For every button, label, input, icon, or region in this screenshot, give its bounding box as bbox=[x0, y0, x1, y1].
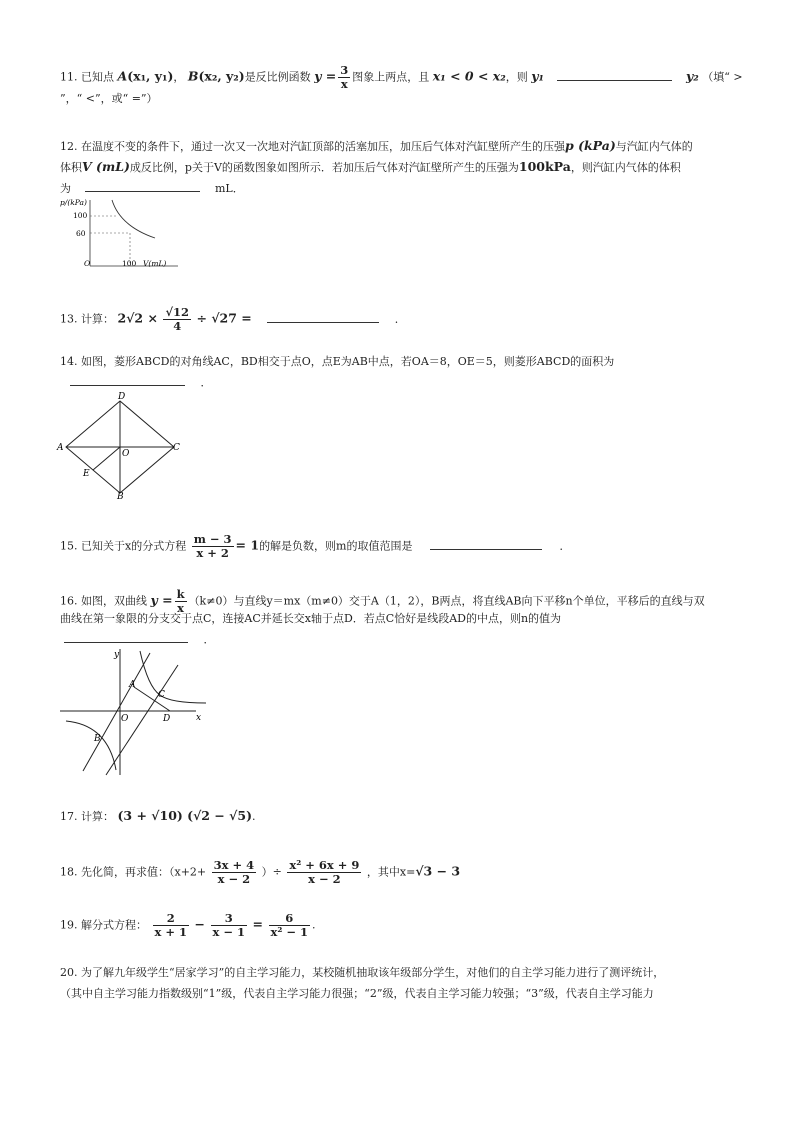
y-axis-label: p/(kPa) bbox=[60, 198, 87, 207]
origin-label: O bbox=[84, 259, 91, 268]
label-e: E bbox=[83, 469, 90, 479]
answer-blank[interactable] bbox=[64, 632, 188, 643]
question-19: 19. 解分式方程： $\frac{2}{x + 1}$ − $\frac{3}{x - 1}$ = $\frac{6}{\text{x² − 1}}$ . bbox=[60, 911, 316, 939]
label-d: D bbox=[163, 714, 171, 724]
question-16: 16. 如图，双曲线 y = $\frac{k}{x}$ （k≠0）与直线y＝mx（m≠0）交于A（1，2），B两点，将直线AB向下平移n个单位，平移后的直线与双 bbox=[60, 587, 705, 615]
fraction: $\frac{3}{x - 1}$ bbox=[212, 911, 246, 939]
fraction: $\frac{√12}{4}$ bbox=[165, 305, 189, 333]
question-11-line2: ”，“ <”，或“ =”） bbox=[60, 92, 158, 105]
question-20-line2: （其中自主学习能力指数级别“1”级，代表自主学习能力很强；“2”级，代表自主学习能力较强；“3”级，代表自主学习能力 bbox=[60, 987, 654, 1000]
fraction: $\frac{m - 3}{x + 2}$ bbox=[193, 532, 232, 560]
question-number: 15. bbox=[60, 539, 78, 553]
label-c: C bbox=[173, 443, 180, 453]
question-number: 13. bbox=[60, 312, 78, 326]
pressure-volume-graph bbox=[60, 196, 190, 272]
question-number: 11. bbox=[60, 70, 78, 84]
question-11: 11. 已知点 A(x₁, y₁)， B(x₂, y₂)是反比例函数 y = $\frac{3}{x}$ 图象上两点，且 x₁ < 0 < x₂，则 y₁ y₂ （填“ > bbox=[60, 63, 743, 91]
answer-blank[interactable] bbox=[85, 181, 200, 192]
answer-blank[interactable] bbox=[70, 375, 185, 386]
tick-label: 60 bbox=[76, 229, 86, 238]
answer-blank[interactable] bbox=[267, 312, 379, 323]
fraction: $\frac{3}{x}$ bbox=[340, 63, 349, 91]
question-number: 19. bbox=[60, 918, 78, 932]
rhombus-diagram bbox=[56, 389, 186, 501]
question-number: 18. bbox=[60, 865, 78, 879]
fraction: $\frac{6}{\text{x² − 1}}$ bbox=[270, 911, 309, 939]
curve bbox=[112, 200, 155, 238]
line-ab bbox=[83, 653, 150, 771]
question-16-line2: 曲线在第一象限的分支交于点C，连接AC并延长交x轴于点D．若点C恰好是线段AD的中点，则n的值为 bbox=[60, 612, 562, 625]
label-o: O bbox=[121, 714, 129, 724]
question-14: 14. 如图，菱形ABCD的对角线AC，BD相交于点O，点E为AB中点，若OA＝8，OE＝5，则菱形ABCD的面积为 bbox=[60, 355, 615, 368]
label-x: x bbox=[196, 713, 202, 723]
question-number: 17. bbox=[60, 810, 78, 823]
question-number: 14. bbox=[60, 355, 78, 368]
question-20: 20. 为了解九年级学生“居家学习”的自主学习能力，某校随机抽取该年级部分学生，对他们的自主学习能力进行了测评统计， bbox=[60, 966, 665, 979]
fraction: $\frac{k}{x}$ bbox=[176, 587, 185, 615]
x-axis-label: V(mL) bbox=[143, 259, 167, 268]
question-12: 12. 在温度不变的条件下，通过一次又一次地对汽缸顶部的活塞加压，加压后气体对汽缸壁所产生的压强p (kPa)与汽缸内气体的 bbox=[60, 138, 693, 153]
question-15: 15. 已知关于x的分式方程 $\frac{m - 3}{x + 2}$ = 1的解是负数，则m的取值范围是 ． bbox=[60, 532, 571, 560]
hyperbola-diagram bbox=[58, 645, 208, 780]
question-18: 18. 先化简，再求值：（x+2+ $\frac{3x + 4}{x - 2}$ ）÷ $\frac{\text{x² + 6x + 9}}{x - 2}$ ，其中x=√3 − 3 bbox=[60, 858, 461, 886]
segment-oe bbox=[93, 447, 120, 470]
question-12-line2: 体积V (mL)成反比例，p关于V的函数图象如图所示．若加压后气体对汽缸壁所产生的压强为100kPa，则汽缸内气体的体积 bbox=[60, 159, 681, 174]
label-a: A bbox=[129, 680, 136, 690]
question-17: 17. 计算： (3 + √10) (√2 − √5). bbox=[60, 808, 256, 823]
fraction: $\frac{2}{x + 1}$ bbox=[154, 911, 188, 939]
fraction: $\frac{3x + 4}{x - 2}$ bbox=[213, 858, 255, 886]
question-number: 20. bbox=[60, 966, 78, 979]
fraction: $\frac{\text{x² + 6x + 9}}{x - 2}$ bbox=[289, 858, 360, 886]
question-16-line3: ． bbox=[60, 632, 215, 648]
question-number: 12. bbox=[60, 140, 78, 153]
answer-blank[interactable] bbox=[430, 539, 542, 550]
answer-blank[interactable] bbox=[557, 70, 672, 81]
label-b: B bbox=[117, 492, 124, 501]
label-c: C bbox=[158, 690, 165, 700]
question-14-line2: ． bbox=[60, 375, 212, 391]
tick-label: 100 bbox=[122, 259, 137, 268]
label-y: y bbox=[114, 650, 120, 660]
label-a: A bbox=[57, 443, 64, 453]
hyperbola-q1 bbox=[140, 651, 206, 703]
tick-label: 100 bbox=[73, 211, 88, 220]
question-number: 16. bbox=[60, 594, 78, 608]
hyperbola-q3 bbox=[66, 721, 116, 770]
question-13: 13. 计算： 2√2 × $\frac{√12}{4}$ ÷ √27 = ． bbox=[60, 305, 406, 333]
question-12-line3: 为 mL． bbox=[60, 182, 244, 195]
label-o: O bbox=[122, 449, 130, 459]
label-d: D bbox=[118, 392, 126, 402]
label-b: B bbox=[94, 734, 101, 744]
